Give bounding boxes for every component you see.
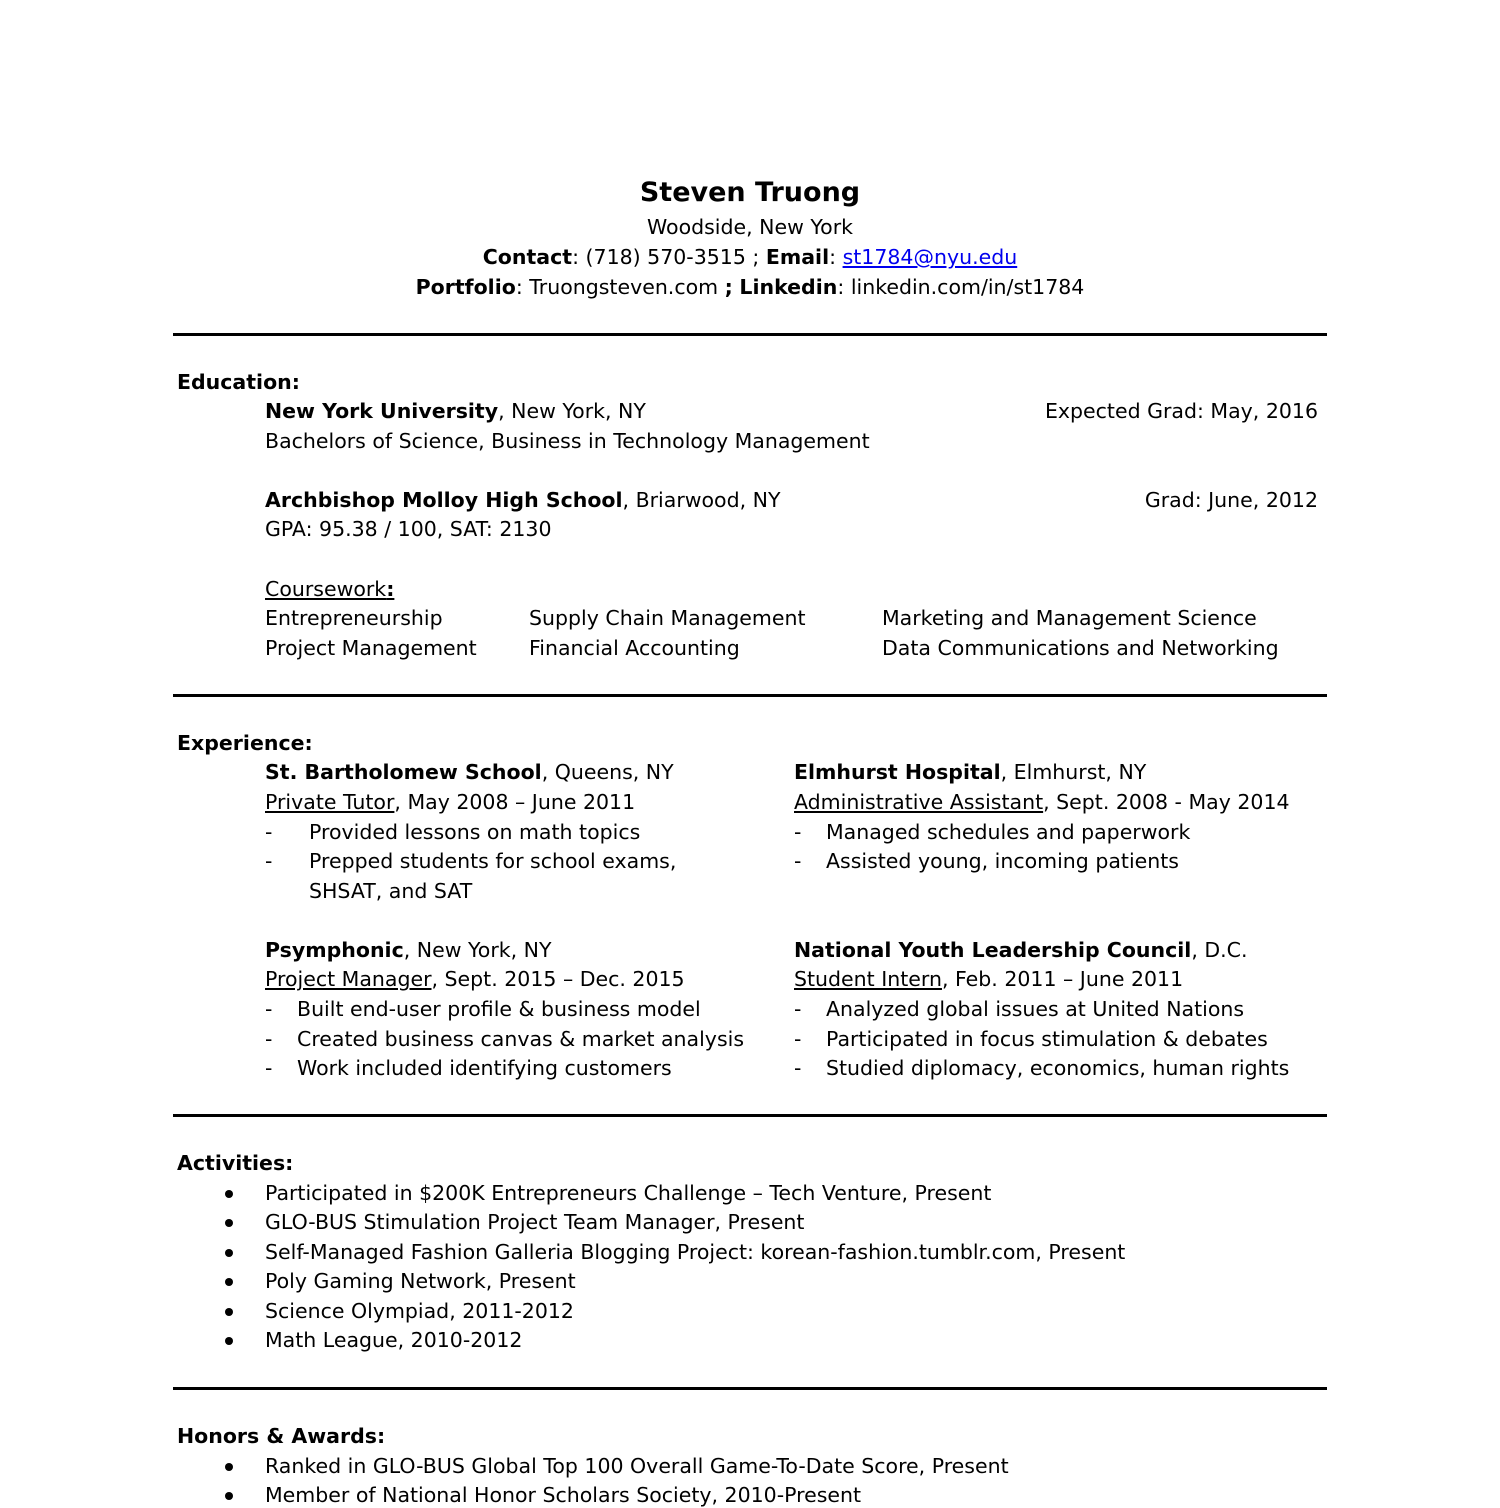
divider [173, 1114, 1327, 1117]
dash: - [265, 820, 273, 844]
portfolio-line [0, 274, 1500, 300]
job-org [265, 759, 674, 785]
dash: - [265, 1056, 273, 1080]
job-bullet: Managed schedules and paperwork [826, 820, 1191, 844]
org-place: , Queens, NY [541, 760, 674, 784]
job-bullet: Work included identifying customers [297, 1056, 672, 1080]
job-bullet: Prepped students for school exams, [309, 849, 677, 873]
activity-item: Poly Gaming Network, Present [265, 1269, 576, 1293]
job-bullet: Provided lessons on math topics [309, 820, 641, 844]
org-place: , Elmhurst, NY [1000, 760, 1147, 784]
org-name: Psymphonic [265, 938, 404, 962]
dash: - [794, 1027, 802, 1051]
heading-text: Activities: [177, 1151, 294, 1175]
portfolio-url: Truongsteven.com [529, 275, 719, 299]
bullet-icon [225, 1278, 233, 1286]
bullet-icon [225, 1190, 233, 1198]
dash: - [794, 1056, 802, 1080]
bullet-icon [225, 1308, 233, 1316]
school-date: Grad: June, 2012 [1144, 488, 1318, 512]
dash: - [794, 997, 802, 1021]
school-nyu [265, 398, 646, 424]
location: Woodside, New York [646, 215, 854, 239]
activity-item: Self-Managed Fashion Galleria Blogging Project: korean-fashion.tumblr.com, Present [265, 1240, 1126, 1264]
job-bullet: Built end-user profile & business model [297, 997, 701, 1021]
org-name: National Youth Leadership Council [794, 938, 1192, 962]
job-role [265, 966, 685, 992]
role: Project Manager [265, 967, 432, 991]
course: Project Management [265, 636, 477, 660]
divider [173, 333, 1327, 336]
colon: : [515, 275, 523, 299]
dash: - [265, 997, 273, 1021]
dates: , Sept. 2015 – Dec. 2015 [431, 967, 685, 991]
job-role [794, 789, 1290, 815]
job-bullet: Participated in focus stimulation & debates [826, 1027, 1268, 1051]
dates: , Sept. 2008 - May 2014 [1043, 790, 1290, 814]
org-name: Elmhurst Hospital [794, 760, 1001, 784]
contact-line [0, 244, 1500, 270]
org-name: St. Bartholomew School [265, 760, 542, 784]
activity-item: Math League, 2010-2012 [265, 1328, 523, 1352]
colon: : [572, 245, 579, 269]
school-name: New York University [265, 399, 499, 423]
activity-item: Science Olympiad, 2011-2012 [265, 1299, 574, 1323]
colon: : [829, 245, 837, 269]
colon: : [386, 577, 395, 601]
role: Private Tutor [265, 790, 395, 814]
job-org [794, 759, 1146, 785]
phone: (718) 570-3515 [585, 245, 746, 269]
course: Financial Accounting [529, 636, 740, 660]
honor-item: Member of National Honor Scholars Society, 2010-Present [265, 1483, 862, 1507]
separator: ; [752, 245, 760, 269]
email-link[interactable]: st1784@nyu.edu [842, 245, 1018, 269]
org-place: , New York, NY [403, 938, 552, 962]
dash: - [265, 1027, 273, 1051]
bullet-icon [225, 1249, 233, 1257]
course: Data Communications and Networking [882, 636, 1279, 660]
job-bullet: Studied diplomacy, economics, human rights [826, 1056, 1290, 1080]
portfolio-label: Portfolio [415, 275, 516, 299]
education-heading [177, 369, 300, 395]
separator: ; [724, 275, 733, 299]
job-role [265, 789, 635, 815]
contact-label: Contact [482, 245, 573, 269]
bullet-icon [225, 1219, 233, 1227]
bullet-icon [225, 1337, 233, 1345]
school-place: , Briarwood, NY [622, 488, 781, 512]
gpa-sat: GPA: 95.38 / 100, SAT: 2130 [265, 517, 552, 541]
coursework-text: Coursework [265, 577, 387, 601]
job-org [794, 937, 1247, 963]
resume-name: Steven Truong [639, 177, 861, 208]
degree: Bachelors of Science, Business in Technology Management [265, 429, 870, 453]
job-bullet: SHSAT, and SAT [309, 879, 473, 903]
school-place: , New York, NY [498, 399, 646, 423]
dash: - [265, 849, 273, 873]
dates: , Feb. 2011 – June 2011 [941, 967, 1184, 991]
coursework-label [265, 576, 394, 602]
course: Entrepreneurship [265, 606, 443, 630]
email-label: Email [765, 245, 830, 269]
bullet-icon [225, 1463, 233, 1471]
job-bullet: Analyzed global issues at United Nations [826, 997, 1245, 1021]
activity-item: Participated in $200K Entrepreneurs Challenge – Tech Venture, Present [265, 1181, 992, 1205]
honors-heading [177, 1423, 385, 1449]
heading-text: Experience: [177, 731, 313, 755]
dash: - [794, 820, 802, 844]
dates: , May 2008 – June 2011 [394, 790, 636, 814]
experience-heading [177, 730, 313, 756]
role: Administrative Assistant [794, 790, 1044, 814]
bullet-icon [225, 1492, 233, 1500]
role: Student Intern [794, 967, 942, 991]
divider [173, 694, 1327, 697]
job-bullet: Assisted young, incoming patients [826, 849, 1179, 873]
job-role [794, 966, 1183, 992]
job-org [265, 937, 552, 963]
org-place: , D.C. [1191, 938, 1248, 962]
heading-text: Education: [177, 370, 300, 394]
colon: : [837, 275, 845, 299]
school-date: Expected Grad: May, 2016 [1044, 399, 1318, 423]
job-bullet: Created business canvas & market analysis [297, 1027, 744, 1051]
school-molloy [265, 487, 781, 513]
heading-text: Honors & Awards: [177, 1424, 386, 1448]
linkedin-url: linkedin.com/in/st1784 [850, 275, 1085, 299]
school-name: Archbishop Molloy High School [265, 488, 623, 512]
course: Supply Chain Management [529, 606, 806, 630]
dash: - [794, 849, 802, 873]
activities-heading [177, 1150, 293, 1176]
honor-item: Ranked in GLO-BUS Global Top 100 Overall Game-To-Date Score, Present [265, 1454, 1009, 1478]
linkedin-label: Linkedin [739, 275, 838, 299]
activity-item: GLO-BUS Stimulation Project Team Manager, Present [265, 1210, 805, 1234]
divider [173, 1387, 1327, 1390]
course: Marketing and Management Science [882, 606, 1257, 630]
